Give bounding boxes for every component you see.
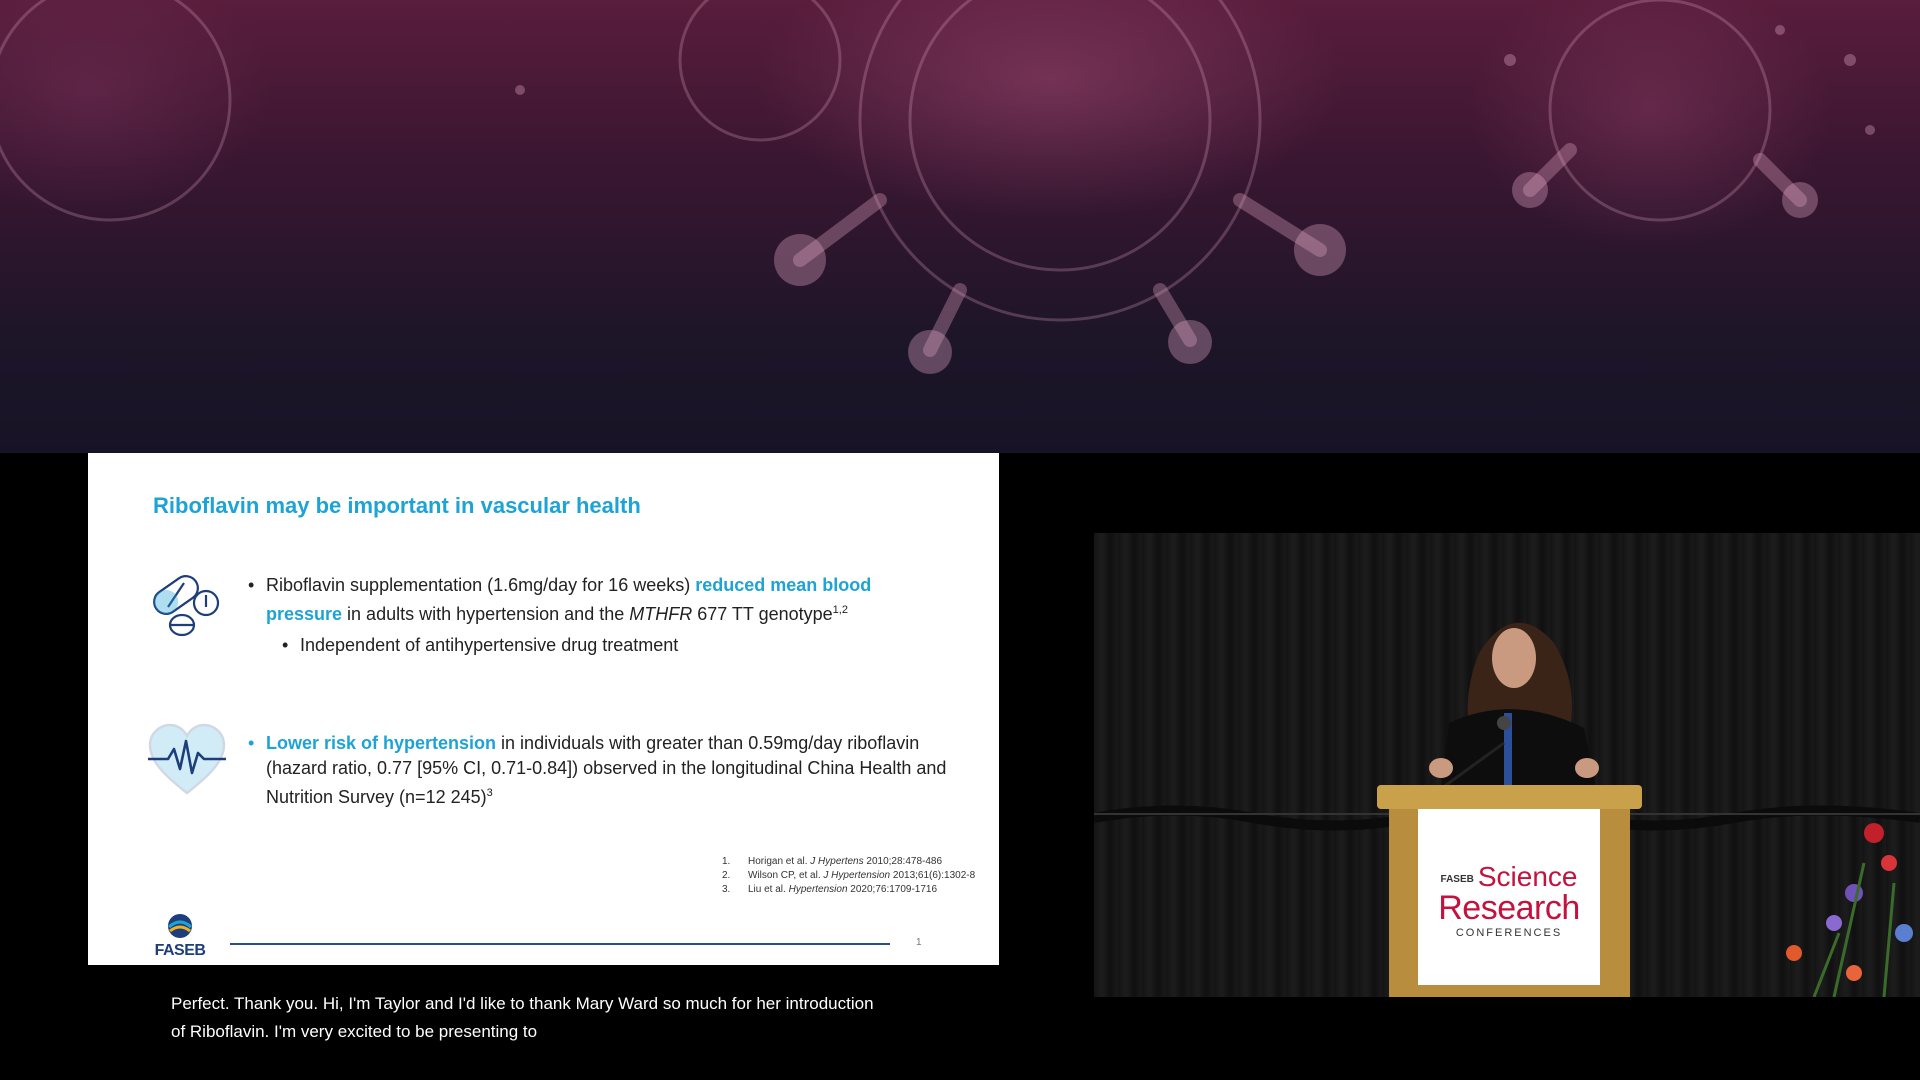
bullet1-superscript: 1,2 bbox=[832, 604, 848, 616]
reference-item: 2. Wilson CP, et al. J Hypertension 2013;61(6):1302-8 bbox=[722, 870, 976, 881]
faseb-logo bbox=[151, 913, 209, 960]
virus-banner bbox=[0, 0, 1920, 453]
bullet2-highlight: Lower risk of hypertension bbox=[266, 733, 497, 753]
reference-item: 3. Liu et al. Hypertension 2020;76:1709-1716 bbox=[722, 884, 938, 895]
speaker-person bbox=[1429, 623, 1599, 803]
footer-divider bbox=[230, 943, 890, 945]
podium-conferences: CONFERENCES bbox=[1455, 927, 1563, 939]
podium-faseb: FASEB bbox=[1440, 874, 1474, 885]
references-list bbox=[722, 855, 975, 897]
faseb-logo-text: FASEB bbox=[154, 942, 206, 959]
reference-item: 1. Horigan et al. J Hypertens 2010;28:478-486 bbox=[722, 856, 943, 867]
podium-sign bbox=[1418, 863, 1600, 939]
caption-line-2: of Riboflavin. I'm very excited to be presenting to bbox=[171, 1022, 538, 1041]
virus-illustration bbox=[0, 0, 1920, 453]
bullet-riboflavin-supplementation: • Riboflavin supplementation (1.6mg/day for 16 weeks) reduced mean blood pressure in adults with hypertension and the MTHFR 677 TT genotype$^{1,2}$ • Independent of antihypertensive drug treatment bbox=[248, 575, 872, 655]
bullet1-text-end: 677 TT genotype bbox=[692, 604, 833, 624]
presentation-slide bbox=[88, 453, 999, 965]
faseb-emblem-icon bbox=[165, 913, 195, 939]
podium-research: Research bbox=[1438, 889, 1580, 927]
bullet1-highlight: reduced mean blood pressure bbox=[266, 575, 872, 624]
slide-title: Riboflavin may be important in vascular health bbox=[153, 493, 641, 518]
caption-line-1: Perfect. Thank you. Hi, I'm Taylor and I'd like to thank Mary Ward so much for her introduction bbox=[171, 994, 874, 1013]
caption-area bbox=[171, 990, 931, 1046]
pills-icon bbox=[148, 565, 224, 646]
page-number: 1 bbox=[916, 937, 922, 948]
heart-monitor-icon bbox=[146, 721, 228, 806]
bullet2-superscript: 3 bbox=[486, 787, 493, 799]
bullet1-text-start: Riboflavin supplementation (1.6mg/day for 16 weeks) bbox=[266, 575, 696, 595]
bullet1-text-mid: in adults with hypertension and the bbox=[342, 604, 630, 624]
bullet-lower-risk-hypertension: • Lower risk of hypertension in individuals with greater than 0.59mg/day riboflavin (hazard ratio, 0.77 [95% CI, 0.71-0.84]) observed in the longitudinal China Health and Nutrition Survey (n=12 245)$^3$ bbox=[248, 733, 947, 807]
sub-bullet-text: Independent of antihypertensive drug treatment bbox=[300, 635, 679, 655]
bullet2-text: in individuals with greater than 0.59mg/day riboflavin (hazard ratio, 0.77 [95% CI, 0.71-0.84]) observed in the longitudinal China Health and Nutrition Survey (n=12 245) bbox=[266, 733, 947, 807]
bullet1-gene: MTHFR bbox=[629, 604, 693, 624]
flowers bbox=[1786, 823, 1913, 997]
speaker-video[interactable] bbox=[1094, 533, 1920, 997]
podium-science: Science bbox=[1477, 861, 1578, 892]
